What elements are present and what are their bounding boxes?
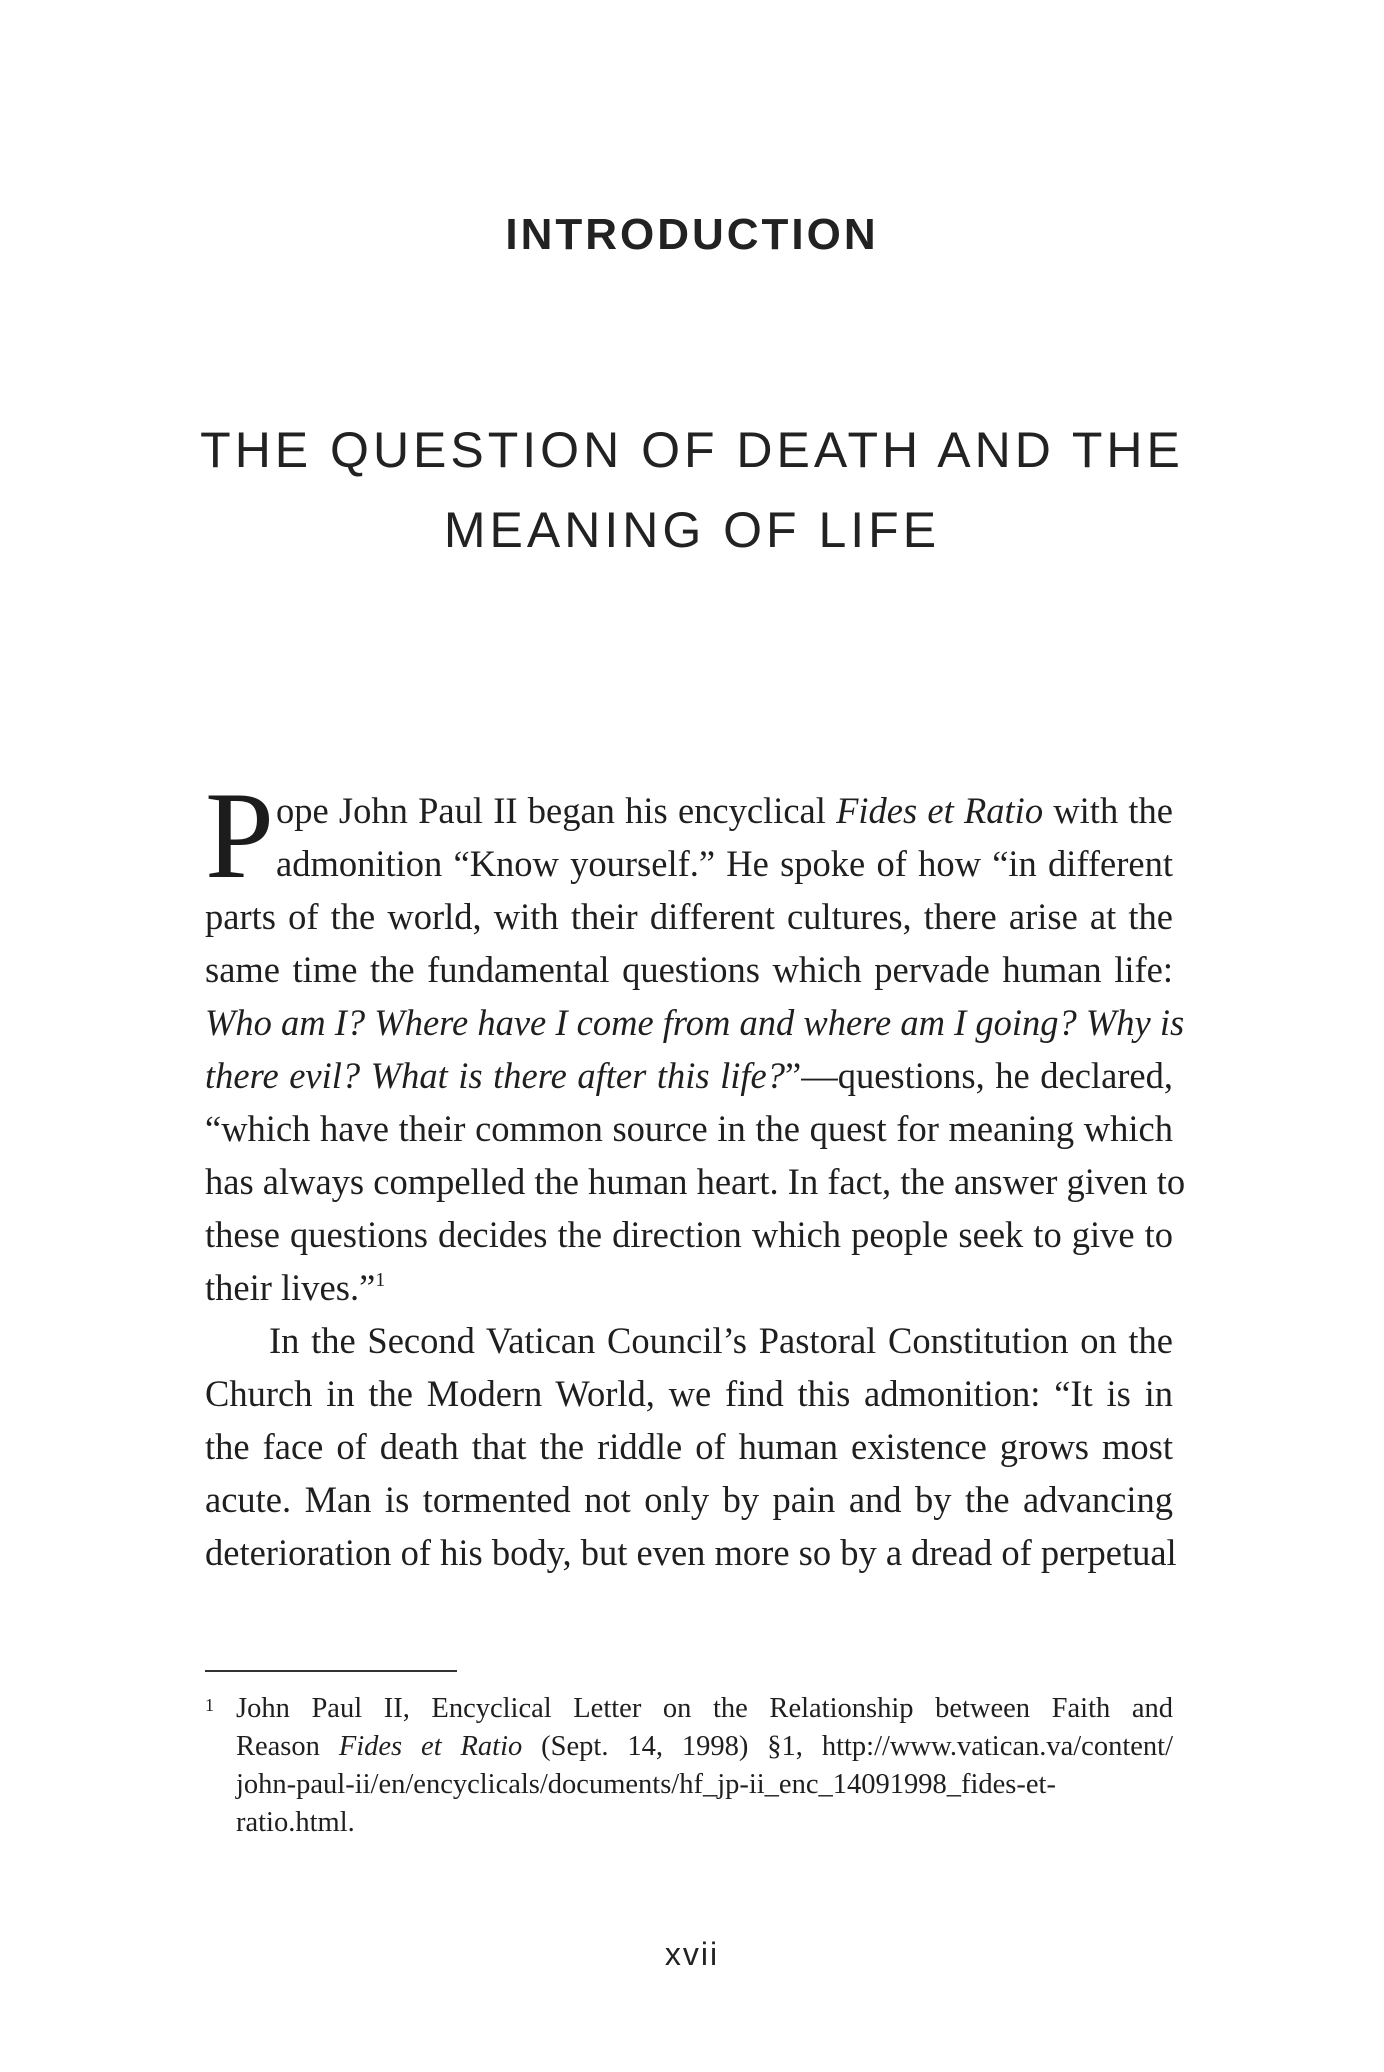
text-run: with the bbox=[1043, 790, 1174, 831]
footnote-link-text[interactable]: (Sept. 14, 1998) §1, http://www.vatican.va/content/ bbox=[522, 1731, 1173, 1762]
chapter-title-line: THE QUESTION OF DEATH AND THE bbox=[200, 422, 1184, 478]
footnote-number: 1 bbox=[205, 1695, 214, 1715]
text-run: ope John Paul II began his encyclical bbox=[276, 790, 837, 831]
drop-cap: P bbox=[205, 767, 274, 904]
footnote-line[interactable]: ratio.html. bbox=[236, 1807, 355, 1838]
body-text bbox=[205, 767, 1186, 1579]
footnote-reference[interactable]: 1 bbox=[375, 1269, 386, 1291]
chapter-title-line: MEANING OF LIFE bbox=[443, 502, 941, 558]
footnote-body bbox=[236, 1690, 1173, 1842]
paragraph-line bbox=[205, 1261, 1173, 1314]
paragraph-line bbox=[205, 784, 1173, 837]
italic-text: there evil? What is there after this life? bbox=[205, 1055, 786, 1096]
paragraph-line: these questions decides the direction which people seek to give to bbox=[205, 1214, 1173, 1255]
paragraph-line: acute. Man is tormented not only by pain and by the advancing bbox=[205, 1479, 1173, 1520]
page-number: xvii bbox=[664, 1936, 720, 1972]
paragraph-line: has always compelled the human heart. In fact, the answer given to bbox=[205, 1161, 1186, 1202]
paragraph-line: Church in the Modern World, we find this admonition: “It is in bbox=[205, 1373, 1173, 1414]
paragraph-line: deterioration of his body, but even more so by a dread of perpetual bbox=[205, 1532, 1177, 1573]
paragraph-line: “which have their common source in the quest for meaning which bbox=[205, 1108, 1173, 1149]
footnote-line[interactable]: john-paul-ii/en/encyclicals/documents/hf_jp-ii_enc_14091998_fides-et- bbox=[236, 1769, 1056, 1800]
paragraph-line bbox=[205, 1049, 1173, 1102]
text-run: ”—questions, he declared, bbox=[785, 1055, 1174, 1096]
paragraph-line: parts of the world, with their different cultures, there arise at the bbox=[205, 896, 1173, 937]
footnote-line: John Paul II, Encyclical Letter on the Relationship between Faith and bbox=[236, 1693, 1173, 1724]
footnote bbox=[205, 1690, 1173, 1842]
footnote-line bbox=[236, 1728, 1173, 1766]
paragraph-line: In the Second Vatican Council’s Pastoral Constitution on the bbox=[269, 1320, 1173, 1361]
italic-title: Fides et Ratio bbox=[338, 1731, 523, 1762]
paragraph-line: admonition “Know yourself.” He spoke of how “in different bbox=[276, 843, 1173, 884]
italic-title: Fides et Ratio bbox=[836, 790, 1044, 831]
paragraph-line: same time the fundamental questions which pervade human life: bbox=[205, 949, 1173, 990]
paragraph-line bbox=[205, 996, 1185, 1049]
text-run: their lives.” bbox=[205, 1267, 376, 1308]
section-label: INTRODUCTION bbox=[505, 210, 879, 259]
italic-text: Who am I? Where have I come from and where am I going? Why is bbox=[205, 1002, 1185, 1043]
paragraph-line: the face of death that the riddle of human existence grows most bbox=[205, 1426, 1173, 1467]
footnote-divider bbox=[205, 1670, 457, 1672]
text-run: Reason bbox=[236, 1731, 339, 1762]
chapter-title bbox=[150, 410, 1234, 570]
